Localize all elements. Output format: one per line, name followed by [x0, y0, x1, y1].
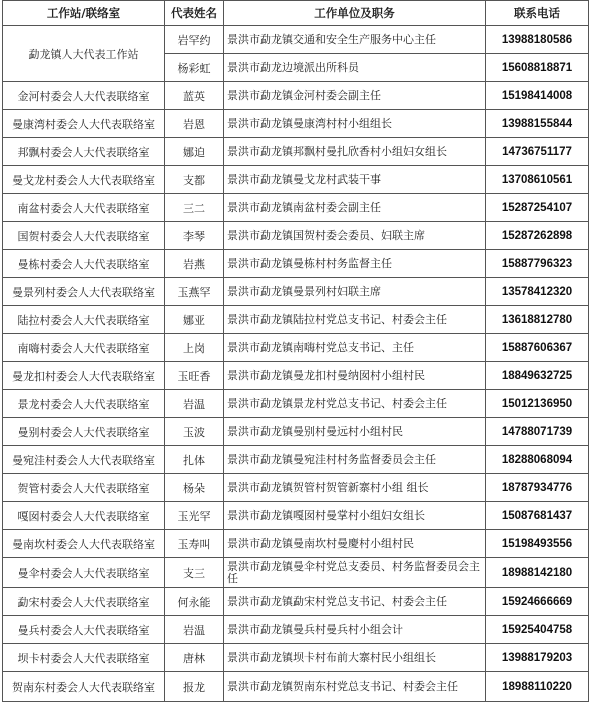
duty-cell: 景洪市勐龙镇金河村委会副主任 — [224, 82, 486, 110]
station-cell: 曼龙扣村委会人大代表联络室 — [3, 362, 165, 390]
station-cell: 邦飘村委会人大代表联络室 — [3, 138, 165, 166]
station-cell: 曼伞村委会人大代表联络室 — [3, 558, 165, 588]
duty-cell: 景洪市勐龙镇景龙村党总支书记、村委会主任 — [224, 390, 486, 418]
table-row — [3, 644, 589, 672]
phone-cell: 18988110220 — [486, 672, 589, 702]
duty-cell: 景洪市勐龙镇贺管村贺管新寨村小组 组长 — [224, 474, 486, 502]
name-cell: 扎体 — [165, 446, 224, 474]
name-cell: 岩恩 — [165, 110, 224, 138]
phone-cell: 15887796323 — [486, 250, 589, 278]
station-cell: 贺南东村委会人大代表联络室 — [3, 672, 165, 702]
station-cell: 金河村委会人大代表联络室 — [3, 82, 165, 110]
duty-cell: 景洪市勐龙边境派出所科员 — [224, 54, 486, 82]
phone-cell: 14736751177 — [486, 138, 589, 166]
name-cell: 玉旺香 — [165, 362, 224, 390]
phone-cell: 13708610561 — [486, 166, 589, 194]
header-name: 代表姓名 — [165, 1, 224, 26]
table-row — [3, 616, 589, 644]
name-cell: 唐林 — [165, 644, 224, 672]
table-row — [3, 362, 589, 390]
duty-cell: 景洪市勐龙镇陆拉村党总支书记、村委会主任 — [224, 306, 486, 334]
name-cell: 娜亚 — [165, 306, 224, 334]
station-cell: 南嗨村委会人大代表联络室 — [3, 334, 165, 362]
table-row — [3, 588, 589, 616]
name-cell: 支都 — [165, 166, 224, 194]
table-row — [3, 26, 589, 54]
duty-cell: 景洪市勐龙镇国贺村委会委员、妇联主席 — [224, 222, 486, 250]
duty-cell: 景洪市勐龙镇南嗨村党总支书记、主任 — [224, 334, 486, 362]
phone-cell: 13988155844 — [486, 110, 589, 138]
station-cell: 勐宋村委会人大代表联络室 — [3, 588, 165, 616]
duty-cell: 景洪市勐龙镇曼兵村曼兵村小组会计 — [224, 616, 486, 644]
duty-cell: 景洪市勐龙镇曼景列村妇联主席 — [224, 278, 486, 306]
table-row — [3, 502, 589, 530]
phone-cell: 15287254107 — [486, 194, 589, 222]
duty-cell: 景洪市勐龙镇坝卡村布前大寨村民小组组长 — [224, 644, 486, 672]
table-row — [3, 334, 589, 362]
name-cell: 玉波 — [165, 418, 224, 446]
phone-cell: 15887606367 — [486, 334, 589, 362]
duty-cell: 景洪市勐龙镇曼龙扣村曼纳囡村小组村民 — [224, 362, 486, 390]
duty-cell: 景洪市勐龙镇曼宛洼村村务监督委员会主任 — [224, 446, 486, 474]
phone-cell: 13578412320 — [486, 278, 589, 306]
name-cell: 杨彩虹 — [165, 54, 224, 82]
header-phone: 联系电话 — [486, 1, 589, 26]
duty-cell: 景洪市勐龙镇邦飘村曼扎欣香村小组妇女组长 — [224, 138, 486, 166]
name-cell: 三二 — [165, 194, 224, 222]
name-cell: 李琴 — [165, 222, 224, 250]
name-cell: 岩温 — [165, 616, 224, 644]
phone-cell: 13988180586 — [486, 26, 589, 54]
name-cell: 岩温 — [165, 390, 224, 418]
station-cell: 景龙村委会人大代表联络室 — [3, 390, 165, 418]
name-cell: 娜迫 — [165, 138, 224, 166]
table-row — [3, 418, 589, 446]
phone-cell: 15925404758 — [486, 616, 589, 644]
header-station: 工作站/联络室 — [3, 1, 165, 26]
station-cell: 勐龙镇人大代表工作站 — [3, 26, 165, 82]
table-row — [3, 250, 589, 278]
station-cell: 曼栋村委会人大代表联络室 — [3, 250, 165, 278]
name-cell: 岩燕 — [165, 250, 224, 278]
table-row — [3, 194, 589, 222]
station-cell: 曼别村委会人大代表联络室 — [3, 418, 165, 446]
table-row — [3, 166, 589, 194]
table-row — [3, 82, 589, 110]
duty-cell: 景洪市勐龙镇曼康湾村村小组组长 — [224, 110, 486, 138]
phone-cell: 15012136950 — [486, 390, 589, 418]
duty-cell: 景洪市勐龙镇曼栋村村务监督主任 — [224, 250, 486, 278]
name-cell: 杨朵 — [165, 474, 224, 502]
table-row — [3, 222, 589, 250]
station-cell: 曼宛洼村委会人大代表联络室 — [3, 446, 165, 474]
header-duty: 工作单位及职务 — [224, 1, 486, 26]
table-header-row — [3, 1, 589, 26]
representatives-table — [2, 0, 589, 702]
table-row — [3, 558, 589, 588]
duty-cell: 景洪市勐龙镇南盆村委会副主任 — [224, 194, 486, 222]
phone-cell: 18988142180 — [486, 558, 589, 588]
station-cell: 嘎囡村委会人大代表联络室 — [3, 502, 165, 530]
name-cell: 玉燕罕 — [165, 278, 224, 306]
phone-cell: 15087681437 — [486, 502, 589, 530]
duty-cell: 景洪市勐龙镇交通和安全生产服务中心主任 — [224, 26, 486, 54]
station-cell: 曼戈龙村委会人大代表联络室 — [3, 166, 165, 194]
duty-cell: 景洪市勐龙镇曼别村曼远村小组村民 — [224, 418, 486, 446]
duty-cell: 景洪市勐龙镇贺南东村党总支书记、村委会主任 — [224, 672, 486, 702]
table-row — [3, 110, 589, 138]
phone-cell: 15924666669 — [486, 588, 589, 616]
name-cell: 玉寿叫 — [165, 530, 224, 558]
phone-cell: 15198493556 — [486, 530, 589, 558]
station-cell: 曼康湾村委会人大代表联络室 — [3, 110, 165, 138]
name-cell: 岩罕约 — [165, 26, 224, 54]
station-cell: 曼南坎村委会人大代表联络室 — [3, 530, 165, 558]
station-cell: 南盆村委会人大代表联络室 — [3, 194, 165, 222]
duty-cell: 景洪市勐龙镇曼戈龙村武装干事 — [224, 166, 486, 194]
phone-cell: 15198414008 — [486, 82, 589, 110]
name-cell: 支三 — [165, 558, 224, 588]
station-cell: 国贺村委会人大代表联络室 — [3, 222, 165, 250]
name-cell: 蓝英 — [165, 82, 224, 110]
table-row — [3, 390, 589, 418]
phone-cell: 18787934776 — [486, 474, 589, 502]
phone-cell: 18849632725 — [486, 362, 589, 390]
phone-cell: 13988179203 — [486, 644, 589, 672]
name-cell: 报龙 — [165, 672, 224, 702]
table-row — [3, 278, 589, 306]
table-row — [3, 672, 589, 702]
table-row — [3, 138, 589, 166]
phone-cell: 18288068094 — [486, 446, 589, 474]
name-cell: 玉光罕 — [165, 502, 224, 530]
duty-cell: 景洪市勐龙镇曼南坎村曼慶村小组村民 — [224, 530, 486, 558]
station-cell: 曼景列村委会人大代表联络室 — [3, 278, 165, 306]
phone-cell: 14788071739 — [486, 418, 589, 446]
duty-cell: 景洪市勐龙镇嘎囡村曼掌村小组妇女组长 — [224, 502, 486, 530]
name-cell: 上岗 — [165, 334, 224, 362]
name-cell: 何永能 — [165, 588, 224, 616]
table-row — [3, 530, 589, 558]
phone-cell: 15608818871 — [486, 54, 589, 82]
table-row — [3, 474, 589, 502]
table-row — [3, 446, 589, 474]
station-cell: 坝卡村委会人大代表联络室 — [3, 644, 165, 672]
duty-cell: 景洪市勐龙镇勐宋村党总支书记、村委会主任 — [224, 588, 486, 616]
table-row — [3, 306, 589, 334]
station-cell: 贺管村委会人大代表联络室 — [3, 474, 165, 502]
phone-cell: 13618812780 — [486, 306, 589, 334]
duty-cell: 景洪市勐龙镇曼伞村党总支委员、村务监督委员会主任 — [224, 558, 486, 588]
phone-cell: 15287262898 — [486, 222, 589, 250]
station-cell: 陆拉村委会人大代表联络室 — [3, 306, 165, 334]
station-cell: 曼兵村委会人大代表联络室 — [3, 616, 165, 644]
